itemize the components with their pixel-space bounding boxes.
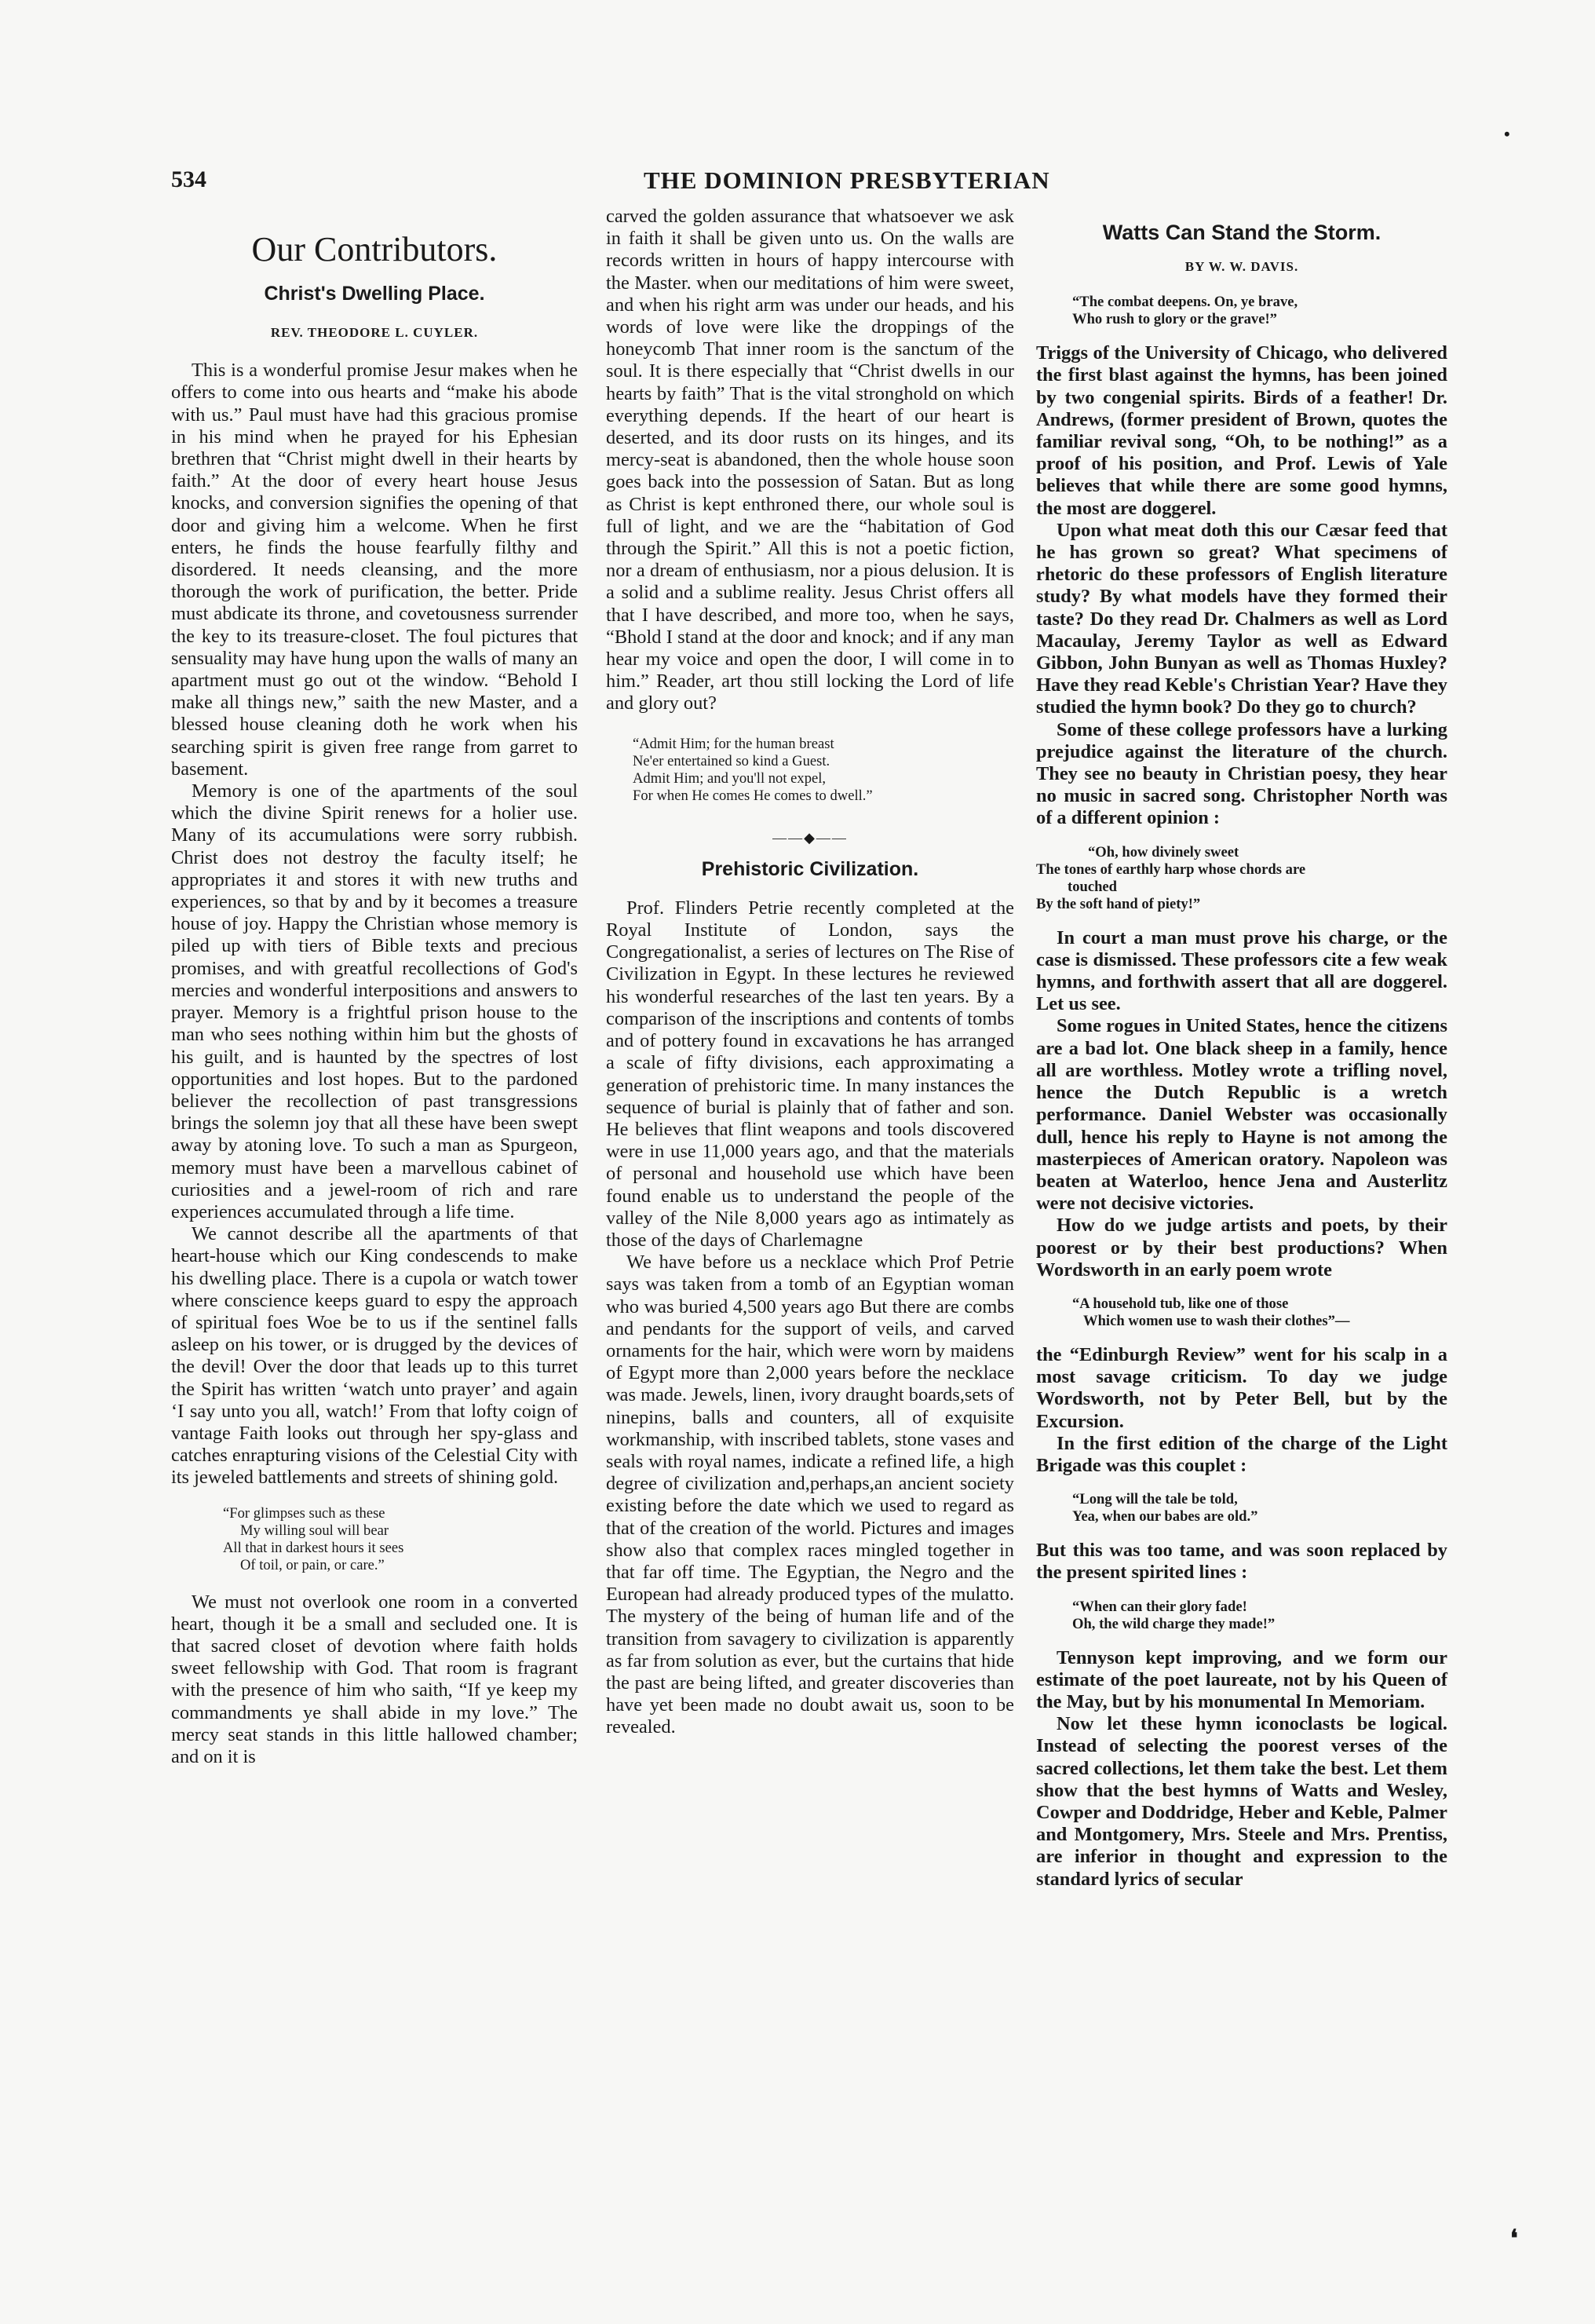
verse-line: Admit Him; and you'll not expel, — [633, 769, 827, 787]
verse-line: “Long will the tale be told, — [1072, 1491, 1238, 1508]
paragraph: This is a wonderful promise Jesur makes when he offers to come into ous hearts and “make his abode with us.” Paul must have had this gracious promise in his mind when he prayed for his Ephesian brethren that “Christ might dwell in their hearts by faith.” At the door of every heart house Jesus knocks, and conversion signifies the opening of that door and giving him a welcome. When he first enters, he finds the house fearfully filthy and disordered. It needs cleansing, and the more thorough the work of purification, the better. Pride must abdicate its throne, and covetousness surrender the key to its treasure-closet. The foul pictures that sensuality may have hung upon the walls of many an apartment must go out ot the window. “Behold I make all things new,” saith the new Master, and a blessed house cleaning doth he work when his searching spirit is given free range from garret to basement. — [171, 360, 578, 780]
verse-quote — [1072, 1295, 1447, 1330]
article-title-watts-can-stand-the-storm: Watts Can Stand the Storm. — [1102, 221, 1381, 244]
ink-mark-bottom: ❛ — [1510, 2226, 1518, 2252]
paragraph: Some rogues in United States, hence the citizens are a bad lot. One black sheep in a family, hence all are worthless. Motley wrote a trifling novel, hence the Dutch Republic is a wretch performance. Daniel Webster was occasionally dull, hence his reply to Hayne is not among the masterpieces of American oratory. Napoleon was beaten at Waterloo, hence Jena and Austerlitz were not decisive victories. — [1036, 1015, 1447, 1215]
column-right — [1036, 206, 1447, 1891]
paragraph: Memory is one of the apartments of the soul which the divine Spirit renews for a holier use. Many of its accumulations were sorry rubbish. Christ does not destroy the faculty itself; he appropriates it and stores it with new truths and experiences, so that by and by it becomes a treasure house of joy. Happy the Christian whose memory is piled up with tiers of Bible texts and precious promises, and with greatful recollections of God's mercies and wonderful interpositions and answers to prayer. Memory is a frightful prison house to the man who sees nothing within him but the ghosts of his guilt, and is haunted by the spectres of lost opportunities and lost hopes. But to the pardoned believer the recollection of past transgressions brings the solemn joy that all these have been swept away by atoning love. To such a man as Spurgeon, memory must have been a marvellous cabinet of curiosities and a jewel-room of rich and rare experiences accumulated through a life time. — [171, 780, 578, 1222]
column-middle — [606, 206, 1014, 1739]
paragraph: Upon what meat doth this our Cæsar feed that he has grown so great? What specimens of rhetoric do these professors of English literature study? By what models have they formed their taste? Do they read Dr. Chalmers as well as Lord Macaulay, Jeremy Taylor as well as Edward Gibbon, John Bunyan as well as Thomas Huxley? Have they read Keble's Christian Year? Have they studied the hymn book? Do they go to church? — [1036, 519, 1447, 718]
running-title: THE DOMINION PRESBYTERIAN — [644, 166, 1050, 194]
article-title-prehistoric-civilization: Prehistoric Civilization. — [701, 857, 919, 880]
verse-line: touched — [1068, 878, 1118, 895]
paragraph: Tennyson kept improving, and we form our estimate of the poet laureate, not by his Queen of the May, but by his monumental In Memoriam. — [1036, 1646, 1447, 1712]
verse-line: Of toil, or pain, or care.” — [240, 1556, 385, 1573]
verse-line: The tones of earthly harp whose chords are — [1036, 861, 1306, 878]
page-header — [0, 166, 1595, 206]
verse-line: “A household tub, like one of those — [1072, 1295, 1289, 1312]
verse-line: For when He comes He comes to dwell.” — [633, 787, 873, 804]
paragraph: We must not overlook one room in a converted heart, though it be a small and secluded one. It is that sacred closet of devotion where faith holds sweet fellowship with God. That room is fragrant with the presence of him who saith, “If ye keep my commandments ye shall abide in my love.” The mercy seat stands in this little hallowed chamber; and on it is — [171, 1591, 578, 1767]
verse-quote — [1036, 844, 1447, 913]
verse-line: “For glimpses such as these — [223, 1504, 385, 1522]
verse-quote — [633, 736, 1014, 805]
epigraph — [1072, 294, 1447, 328]
section-title: Our Contributors. — [251, 230, 498, 269]
verse-line: Oh, the wild charge they made!” — [1072, 1615, 1276, 1632]
paragraph: How do we judge artists and poets, by their poorest or by their best productions? When Wordsworth in an early poem wrote — [1036, 1215, 1447, 1281]
paragraph: Now let these hymn iconoclasts be logical. Instead of selecting the poorest verses of the sacred collections, let them take the best. Let them show that the best hymns of Watts and Wesley, Cowper and Doddridge, Heber and Keble, Palmer and Montgomery, Mrs. Steele and Mrs. Prentiss, are inferior in thought and expression to the standard lyrics of secular — [1036, 1713, 1447, 1890]
verse-line: Who rush to glory or the grave!” — [1072, 311, 1277, 328]
verse-line: “Admit Him; for the human breast — [633, 735, 834, 752]
paragraph: Some of these college professors have a lurking prejudice against the literature of the church. They see no beauty in Christian poesy, they hear no music in sacred song. Christopher North was of a different opinion : — [1036, 718, 1447, 829]
verse-quote — [1072, 1491, 1447, 1526]
paragraph: We cannot describe all the apartments of that heart-house which our King condescends to make his dwelling place. There is a cupola or watch tower where conscience keeps guard to espy the approach of spiritual foes Woe be to us if the sentinel falls asleep on his tower, or is drugged by the devices of the devil! Over the door that leads up to this turret the Spirit has written ‘watch unto prayer’ and again ‘I say unto you all, watch!’ From that lofty coign of vantage Faith looks out through her spy-glass and catches enrapturing visions of the Celestial City with its jeweled battlements and streets of shining gold. — [171, 1223, 578, 1489]
verse-line: “The combat deepens. On, ye brave, — [1072, 294, 1298, 311]
paragraph: Triggs of the University of Chicago, who delivered the first blast against the hymns, has been joined by two congenial spirits. Birds of a feather! Dr. Andrews, (former president of Brown, quotes the familiar revival song, “Oh, to be nothing!” as a proof of his position, and Prof. Lewis of Yale believes that while there are some good hymns, the most are doggerel. — [1036, 342, 1447, 519]
paragraph: We have before us a necklace which Prof Petrie says was taken from a tomb of an Egyptian woman who was buried 4,500 years ago But there are combs and pendants for the support of veils, and carved ornaments for the hair, which were worn by maidens of Egypt more than 2,000 years before the necklace was made. Jewels, linen, ivory draught boards,sets of ninepins, balls and counters, all of exquisite workmanship, with inscribed tablets, stone vases and seals with royal names, indicate a refined life, a high degree of civilization and,perhaps,an ancient society existing before the date which we used to regard as that of the creation of the world. Pictures and images show also that complex races mingled together in that far off time. The Egyptian, the Negro and the European had already produced types of the mulatto. The mystery of the being of human life and of the transition from savagery to civilization is apparently as far from solution as ever, but the curtains that hide the past are being lifted, and greater discoveries than have yet been made no doubt await us, soon to be revealed. — [606, 1252, 1014, 1738]
verse-line: Ne'er entertained so kind a Guest. — [633, 752, 830, 769]
verse-quote — [1072, 1599, 1447, 1633]
verse-quote — [223, 1505, 578, 1574]
paragraph: In the first edition of the charge of the Light Brigade was this couplet : — [1036, 1432, 1447, 1476]
column-left — [171, 206, 578, 1768]
paragraph: Prof. Flinders Petrie recently completed at the Royal Institute of London, says the Congregationalist, a series of lectures on The Rise of Civilization in Egypt. In these lectures he reviewed his wonderful researches of the last ten years. By a comparison of the inscriptions and contents of tombs and of pottery found in excavations he has arranged a scale of fifty divisions, each approximating a generation of prehistoric time. In many instances the sequence of burial is plainly that of father and son. He believes that flint weapons and tools discovered were in use 11,000 years ago, and that the materials of personal and household use which have been found enable us to understand the people of the valley of the Nile 8,000 years ago as intimately as those of the days of Charlemagne — [606, 897, 1014, 1251]
article-author: REV. THEODORE L. CUYLER. — [270, 325, 479, 340]
verse-line: “Oh, how divinely sweet — [1088, 843, 1239, 861]
verse-line: Yea, when our babes are old.” — [1072, 1508, 1258, 1526]
paragraph: In court a man must prove his charge, or the case is dismissed. These professors cite a few weak hymns, and forthwith assert that all are doggerel. Let us see. — [1036, 926, 1447, 1015]
ink-mark-top: • — [1504, 124, 1510, 144]
article-author: BY W. W. DAVIS. — [1184, 259, 1299, 274]
paragraph: But this was too tame, and was soon replaced by the present spirited lines : — [1036, 1540, 1447, 1584]
verse-line: By the soft hand of piety!” — [1036, 895, 1201, 912]
paragraph: the “Edinburgh Review” went for his scalp in a most savage criticism. To day we judge Wordsworth, not by Peter Bell, but by the Excursion. — [1036, 1343, 1447, 1432]
verse-line: “When can their glory fade! — [1072, 1598, 1247, 1615]
verse-line: Which women use to wash their clothes”— — [1083, 1312, 1350, 1329]
section-divider: ——◆—— — [772, 829, 848, 846]
page-number: 534 — [171, 166, 206, 192]
paragraph: carved the golden assurance that whatsoever we ask in faith it shall be given unto us. On the walls are records written in hours of happy intercourse with the Master. when our meditations of him were sweet, and when his right arm was under our heads, and his words of love were like the droppings of the honeycomb That inner room is the sanctum of the soul. It is there especially that “Christ dwells in our hearts by faith” That is the vital stronghold on which everything depends. If the heart of our heart is deserted, and its door rusts on its hinges, and its mercy-seat is abandoned, then the whole house soon goes back into the possession of Satan. But as long as Christ is kept enthroned there, our whole soul is full of light, and we are the “habitation of God through the Spirit.” All this is not a poetic fiction, nor a dream of enthusiasm, nor a pious delusion. It is a solid and a sublime reality. Jesus Christ offers all that I have described, and more too, when he says, “Bhold I stand at the door and knock; and if any man hear my voice and open the door, I will come in to him.” Reader, art thou still locking the Lord of life and glory out? — [606, 206, 1014, 714]
verse-line: My willing soul will bear — [240, 1522, 389, 1539]
verse-line: All that in darkest hours it sees — [223, 1539, 404, 1556]
article-title-christs-dwelling-place: Christ's Dwelling Place. — [264, 283, 485, 305]
